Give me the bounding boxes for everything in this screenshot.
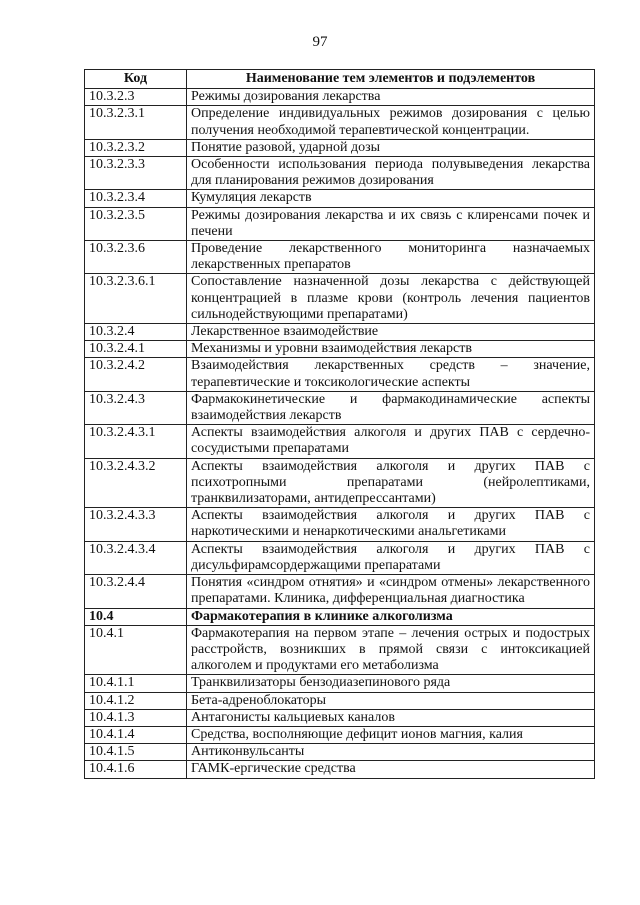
topic-name: Режимы дозирования лекарства [187, 89, 595, 106]
table-row [85, 391, 595, 424]
topic-code: 10.3.2.4.3.3 [85, 508, 187, 541]
topics-table-body [85, 89, 595, 778]
table-row [85, 241, 595, 274]
topic-code: 10.3.2.4.3.2 [85, 458, 187, 508]
topic-code: 10.4.1 [85, 625, 187, 675]
topic-name: Транквилизаторы бензодиазепинового ряда [187, 675, 595, 692]
topic-code: 10.4 [85, 608, 187, 625]
table-row [85, 675, 595, 692]
table-row [85, 207, 595, 240]
topic-code: 10.3.2.3.4 [85, 190, 187, 207]
topic-name: Средства, восполняющие дефицит ионов магния, калия [187, 726, 595, 743]
topic-code: 10.3.2.4.1 [85, 341, 187, 358]
table-row [85, 625, 595, 675]
topic-code: 10.4.1.2 [85, 692, 187, 709]
topic-name: Определение индивидуальных режимов дозирования с целью получения необходимой терапевтической концентрации. [187, 106, 595, 139]
table-row [85, 726, 595, 743]
table-row [85, 761, 595, 778]
name-column-header: Наименование тем элементов и подэлементов [187, 70, 595, 89]
table-row [85, 106, 595, 139]
topic-code: 10.3.2.3.6.1 [85, 274, 187, 324]
topic-code: 10.4.1.3 [85, 709, 187, 726]
table-row [85, 274, 595, 324]
topic-name: ГАМК-ергические средства [187, 761, 595, 778]
topic-code: 10.3.2.4 [85, 324, 187, 341]
topics-table [84, 69, 595, 779]
topic-code: 10.3.2.3.5 [85, 207, 187, 240]
topic-code: 10.3.2.3 [85, 89, 187, 106]
page-number: 97 [312, 34, 328, 50]
table-row [85, 341, 595, 358]
table-row [85, 744, 595, 761]
table-row [85, 139, 595, 156]
table-row [85, 458, 595, 508]
topic-name: Аспекты взаимодействия алкоголя и других ПАВ с дисульфирамсордержащими препаратами [187, 541, 595, 574]
topic-name: Фармакотерапия на первом этапе – лечения острых и подострых расстройств, возникших в прямой связи с интоксикацией алкоголем и продуктами его метаболизма [187, 625, 595, 675]
topic-code: 10.3.2.3.6 [85, 241, 187, 274]
table-row [85, 541, 595, 574]
topic-name: Лекарственное взаимодействие [187, 324, 595, 341]
topic-name: Антиконвульсанты [187, 744, 595, 761]
topic-name: Фармакотерапия в клинике алкоголизма [187, 608, 595, 625]
topic-code: 10.3.2.4.2 [85, 358, 187, 391]
table-header-row [85, 70, 595, 89]
topic-code: 10.3.2.4.4 [85, 575, 187, 608]
topic-name: Механизмы и уровни взаимодействия лекарств [187, 341, 595, 358]
topic-code: 10.4.1.1 [85, 675, 187, 692]
topic-name: Понятие разовой, ударной дозы [187, 139, 595, 156]
topic-name: Аспекты взаимодействия алкоголя и других ПАВ с психотропными препаратами (нейролептиками, транквилизаторами, антидепрессантами) [187, 458, 595, 508]
topic-name: Аспекты взаимодействия алкоголя и других ПАВ с сердечно-сосудистыми препаратами [187, 425, 595, 458]
topic-name: Кумуляция лекарств [187, 190, 595, 207]
table-row [85, 358, 595, 391]
table-row [85, 157, 595, 190]
table-row [85, 324, 595, 341]
topic-name: Аспекты взаимодействия алкоголя и других ПАВ с наркотическими и ненаркотическими анальгетиками [187, 508, 595, 541]
topic-code: 10.3.2.4.3 [85, 391, 187, 424]
topic-code: 10.4.1.6 [85, 761, 187, 778]
topic-code: 10.3.2.3.2 [85, 139, 187, 156]
topic-code: 10.3.2.4.3.4 [85, 541, 187, 574]
code-column-header: Код [85, 70, 187, 89]
topic-name: Бета-адреноблокаторы [187, 692, 595, 709]
table-row [85, 508, 595, 541]
table-row [85, 575, 595, 608]
topic-name: Сопоставление назначенной дозы лекарства с действующей концентрацией в плазме крови (контроль лечения пациентов сильнодействующими препаратами) [187, 274, 595, 324]
topic-name: Понятия «синдром отнятия» и «синдром отмены» лекарственного препаратами. Клиника, дифференциальная диагностика [187, 575, 595, 608]
table-row [85, 190, 595, 207]
table-row [85, 709, 595, 726]
table-row [85, 89, 595, 106]
topic-name: Проведение лекарственного мониторинга назначаемых лекарственных препаратов [187, 241, 595, 274]
table-row [85, 608, 595, 625]
topic-code: 10.3.2.3.3 [85, 157, 187, 190]
topic-name: Фармакокинетические и фармакодинамические аспекты взаимодействия лекарств [187, 391, 595, 424]
table-row [85, 425, 595, 458]
topic-code: 10.3.2.4.3.1 [85, 425, 187, 458]
table-row [85, 692, 595, 709]
topic-code: 10.3.2.3.1 [85, 106, 187, 139]
topic-name: Режимы дозирования лекарства и их связь с клиренсами почек и печени [187, 207, 595, 240]
topic-code: 10.4.1.4 [85, 726, 187, 743]
topic-name: Особенности использования периода полувыведения лекарства для планирования режимов дозирования [187, 157, 595, 190]
topic-name: Взаимодействия лекарственных средств – значение, терапевтические и токсикологические аспекты [187, 358, 595, 391]
topic-name: Антагонисты кальциевых каналов [187, 709, 595, 726]
topic-code: 10.4.1.5 [85, 744, 187, 761]
